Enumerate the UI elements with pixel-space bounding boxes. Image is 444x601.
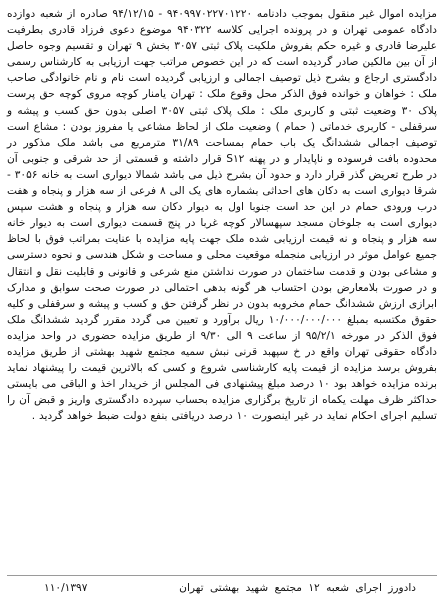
- notice-footer: [0, 580, 444, 596]
- footer-court-signature: دادورز اجرای شعبه ۱۲ مجتمع شهید بهشتی تهران: [179, 582, 416, 594]
- footer-divider: [7, 575, 437, 576]
- footer-reference-code: ۱۱۰/۱۳۹۷: [44, 582, 88, 594]
- notice-body-text: مزایده اموال غیر منقول بموجب دادنامه ۹۴۰۹۹۷۰۲۲۷۰۱۲۲۰ - ۹۴/۱۲/۱۵ صادره از شعبه دوازده دادگاه عمومی تهران و در پرونده اجرایی کلاسه ۹۴۰۳۲۲ موضوع دعوی فرزاد قادری بطرفیت علیرضا قادری و غیره حکم بفروش ملکیت پلاک ثبتی ۳۰۵۷ بخش ۹ تهران و تقسیم وجوه حاصل از آن بین مالکین صادر گردیده است که در این خصوص مراتب جهت ارزیابی به کارشناس رسمی دادگستری ارجاع و بشرح ذیل توصیف اجمالی و ارزیابی گردیده است نام و نام خانوادگی صاحب ملک : خواهان و خوانده فوق الذکر محل وقوع ملک : تهران یامنار کوچه مروی کوچه حق پرست پلاک ۳۰ وضعیت ثبتی و کاربری ملک : ملک پلاک ثبتی ۳۰۵۷ اصلی بدون حق کسب و پیشه و سرقفلی - کاربری خدماتی ( حمام ) وضعیت ملک از لحاظ مشاعی یا مفروز بودن : مشاع است توصیف اجمالی ششدانگ یک باب حمام بمساحت ۳۱/۸۹ مترمربع می باشد ملک مذکور در محدوده بافت فرسوده و ناپایدار و در پهنه S۱۲ قرار داشته و قسمتی از حد شرقی و جنوبی آن در طرح تعریض گذر قرار دارد و حدود آن بشرح ذیل می باشد شمالا دیواری است به خانه ۳۰۵۶ - شرقا دیواری است به دکان های احداثی بشماره های یک الی ۸ فرعی از سه هزار و پنجاه و هفت درب ورودی حمام در این حد است جنوبا اول به دیوار دکان سه هزار و پنجاه و هشت سپس دیواری است به جلوخان مسجد سپهسالار کوچه غربا در پنج قسمت دیواری است به دیوار خانه سه هزار و پنجاه و نه قیمت ارزیابی شده ملک جهت پایه مزایده با عنایت بمراتب فوق با لحاظ جمیع عوامل موثر در ارزیابی منجمله موقعیت محلی و مساحت و شکل هندسی و نحوه دسترسی و مشاعی بودن و قدمت ساختمان در صورت نداشتن منع شرعی و قانونی و قابلیت نقل و انتقال و در صورت بلامعارض بودن احتساب هر گونه بدهی احتمالی در صورت صحت سوابق و مدارک ابرازی ارزش ششدانگ حمام مخروبه بدون در نظر گرفتن حق و کسب و پیشه و سرقفلی و کلیه حقوق مکتسبه بمبلغ ۱۰/۰۰۰/۰۰۰/۰۰۰ ریال برآورد و تعیین می گردد مقرر گردید ششدانگ ملک فوق الذکر در مورخه ۹۵/۲/۱ از ساعت ۹ الی ۹/۳۰ از طریق مزایده حضوری در واحد مزایده دادگاه حقوقی تهران واقع در خ سپهبد قرنی نبش سمیه مجتمع شهید بهشتی از طریق مزایده بفروش برسد مزایده از قیمت پایه کارشناسی شروع و کسی که بالاترین قیمت را پیشنهاد نماید برنده مزایده خواهد بود ۱۰ درصد مبلغ پیشنهادی فی المجلس از خریدار اخذ و الباقی می بایستی حداکثر ظرف مهلت یکماه از تاریخ برگزاری مزایده بحساب سپرده دادگستری واریز و قبض آن را تسلیم اجرای احکام نماید در غیر اینصورت ۱۰ درصد دریافتی بنفع دولت ضبط خواهد گردید .: [7, 8, 438, 423]
